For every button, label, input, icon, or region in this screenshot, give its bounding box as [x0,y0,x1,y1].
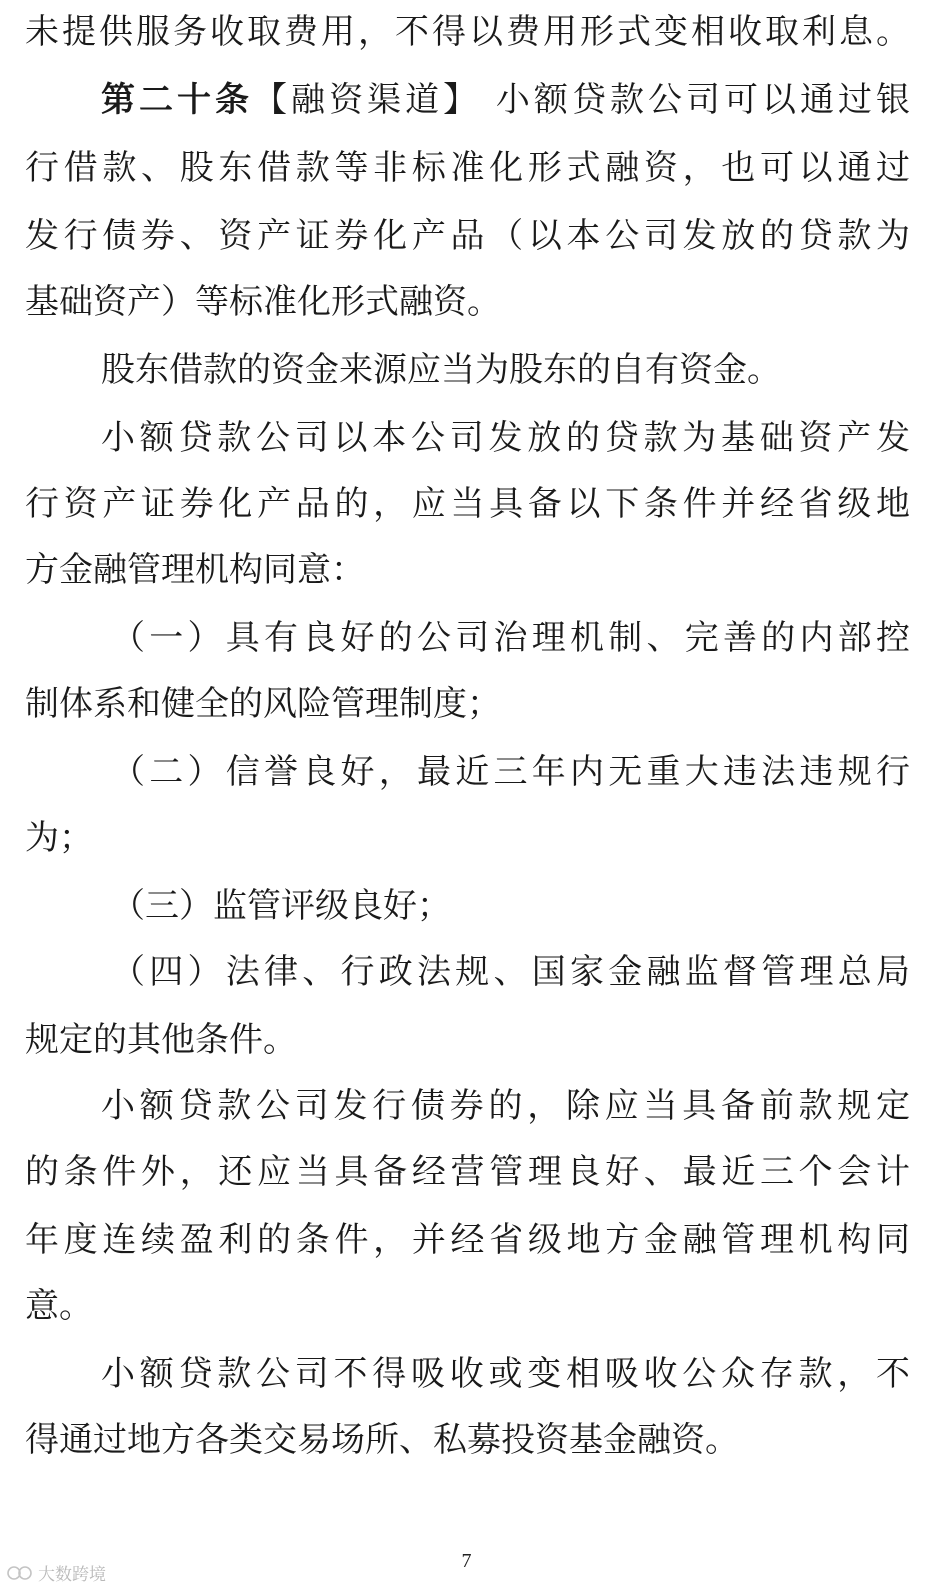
text-line-19: 年度连续盈利的条件，并经省级地方金融管理机构同 [25,1220,910,1260]
text-line-22: 得通过地方各类交易场所、私募投资基金融资。 [25,1420,739,1460]
text-line-5: 基础资产）等标准化形式融资。 [25,282,501,322]
paragraph-shareholder-loan: 股东借款的资金来源应当为股东的自有资金。 [101,350,781,390]
text-line-8: 行资产证券化产品的，应当具备以下条件并经省级地 [25,484,910,524]
text-line-18: 的条件外，还应当具备经营管理良好、最近三个会计 [25,1152,910,1192]
condition-2-line-1: （二）信誉良好，最近三年内无重大违法违规行 [111,752,910,792]
condition-4-line-2: 规定的其他条件。 [25,1020,297,1060]
article-title-bracket: 【融资渠道】 [253,80,482,120]
text-line-20: 意。 [25,1286,93,1326]
watermark-text: 大数跨境 [38,1565,106,1585]
text-line-21: 小额贷款公司不得吸收或变相吸收公众存款，不 [101,1354,910,1394]
text-line-1: 未提供服务收取费用，不得以费用形式变相收取利息。 [25,12,910,52]
text-line-7: 小额贷款公司以本公司发放的贷款为基础资产发 [101,418,910,458]
text-line-9: 方金融管理机构同意： [25,550,365,590]
text-line-4: 发行债券、资产证券化产品（以本公司发放的贷款为 [25,216,910,256]
watermark-logo-icon [6,1565,34,1581]
condition-2-line-2: 为； [25,818,93,858]
condition-3: （三）监管评级良好； [111,886,451,926]
condition-1-line-2: 制体系和健全的风险管理制度； [25,684,501,724]
watermark [6,1560,106,1585]
condition-4-line-1: （四）法律、行政法规、国家金融监督管理总局 [111,952,910,992]
condition-1-line-1: （一）具有良好的公司治理机制、完善的内部控 [111,618,910,658]
text-line-3: 行借款、股东借款等非标准化形式融资，也可以通过 [25,148,910,188]
text-line-17: 小额贷款公司发行债券的，除应当具备前款规定 [101,1086,910,1126]
page-number: 7 [461,1550,472,1572]
article-heading: 第二十条 [101,80,254,120]
article-text-start: 小额贷款公司可以通过银 [481,80,911,120]
article-20-first-line [25,80,910,120]
